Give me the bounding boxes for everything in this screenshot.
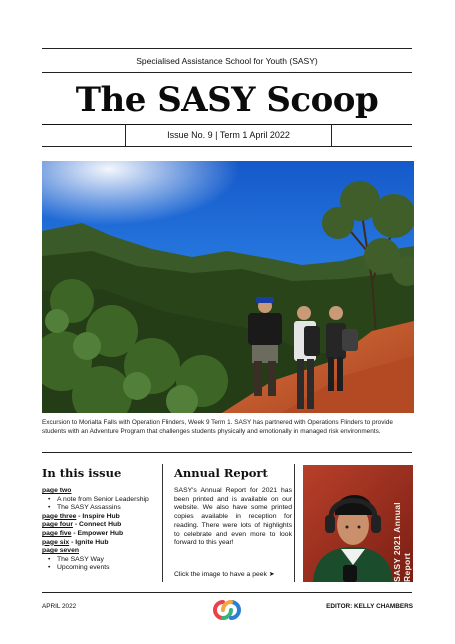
toc-bullet-item[interactable] — [42, 556, 162, 565]
photo-caption: Excursion to Morialta Falls with Operation Flinders, Week 9 Term 1. SASY has partnered with Operations Flinders to provide students with an Adventure Program that challenges students physically and emotionally in managed risk environments. — [42, 419, 393, 435]
sasy-logo-icon — [211, 598, 243, 622]
toc-page-hub-link[interactable] — [42, 539, 162, 548]
excursion-photo — [42, 161, 414, 413]
school-name: Specialised Assistance School for Youth (SASY) — [136, 56, 318, 66]
column-divider-left — [162, 464, 163, 582]
toc-bullet-item[interactable] — [42, 496, 162, 505]
toc-bullet-item[interactable] — [42, 564, 162, 573]
toc-page-hub-link[interactable] — [42, 530, 162, 539]
top-rule — [42, 48, 412, 49]
in-this-issue-heading: In this issue — [42, 466, 122, 480]
table-of-contents — [42, 487, 162, 573]
toc-bullet-label: The SASY Way — [57, 555, 104, 563]
toc-bullet-label: A note from Senior Leadership — [57, 495, 149, 503]
footer-editor: EDITOR: KELLY CHAMBERS — [326, 603, 413, 610]
toc-bullet-label: The SASY Assassins — [57, 504, 121, 512]
toc-page-label: page two — [42, 487, 72, 494]
footer-date: APRIL 2022 — [42, 603, 77, 610]
toc-page-label: page three — [42, 512, 77, 520]
annual-report-link[interactable]: Click the image to have a peek ➤ — [174, 571, 275, 578]
toc-hub-label: - Ignite Hub — [69, 538, 109, 546]
column-divider-right — [294, 464, 295, 582]
toc-page-label: page six — [42, 538, 70, 546]
toc-page-link[interactable] — [42, 547, 162, 556]
toc-bullet-label: Upcoming events — [57, 564, 110, 572]
school-rule — [42, 72, 412, 73]
annual-report-heading: Annual Report — [174, 466, 268, 480]
issue-info: Issue No. 9 | Term 1 April 2022 — [125, 124, 332, 146]
toc-page-label: page five — [42, 529, 72, 537]
annual-report-cover-image[interactable] — [303, 465, 413, 582]
cover-title-text: SASY 2021 Annual Report — [392, 502, 412, 582]
newsletter-title: The SASY Scoop — [75, 80, 379, 120]
toc-page-label: page seven — [42, 547, 80, 555]
excursion-photo-illustration — [42, 161, 414, 413]
toc-hub-label: - Connect Hub — [72, 521, 122, 529]
toc-page-label: page four — [42, 521, 73, 529]
toc-hub-label: - Inspire Hub — [76, 512, 120, 520]
toc-hub-label: - Empower Hub — [71, 529, 124, 537]
footer-rule — [42, 592, 412, 593]
toc-bullet-item[interactable] — [42, 504, 162, 513]
toc-page-hub-link[interactable] — [42, 513, 162, 522]
toc-page-hub-link[interactable] — [42, 521, 162, 530]
masthead-rule-bottom — [42, 146, 412, 147]
toc-page-link[interactable] — [42, 487, 162, 496]
annual-report-body: SASY's Annual Report for 2021 has been printed and is available on our website. We also have some printed copies available in reception for reading. There were lots of highlights to celebrate and even more to look forward to this year! — [174, 487, 292, 547]
section-rule — [42, 452, 412, 453]
